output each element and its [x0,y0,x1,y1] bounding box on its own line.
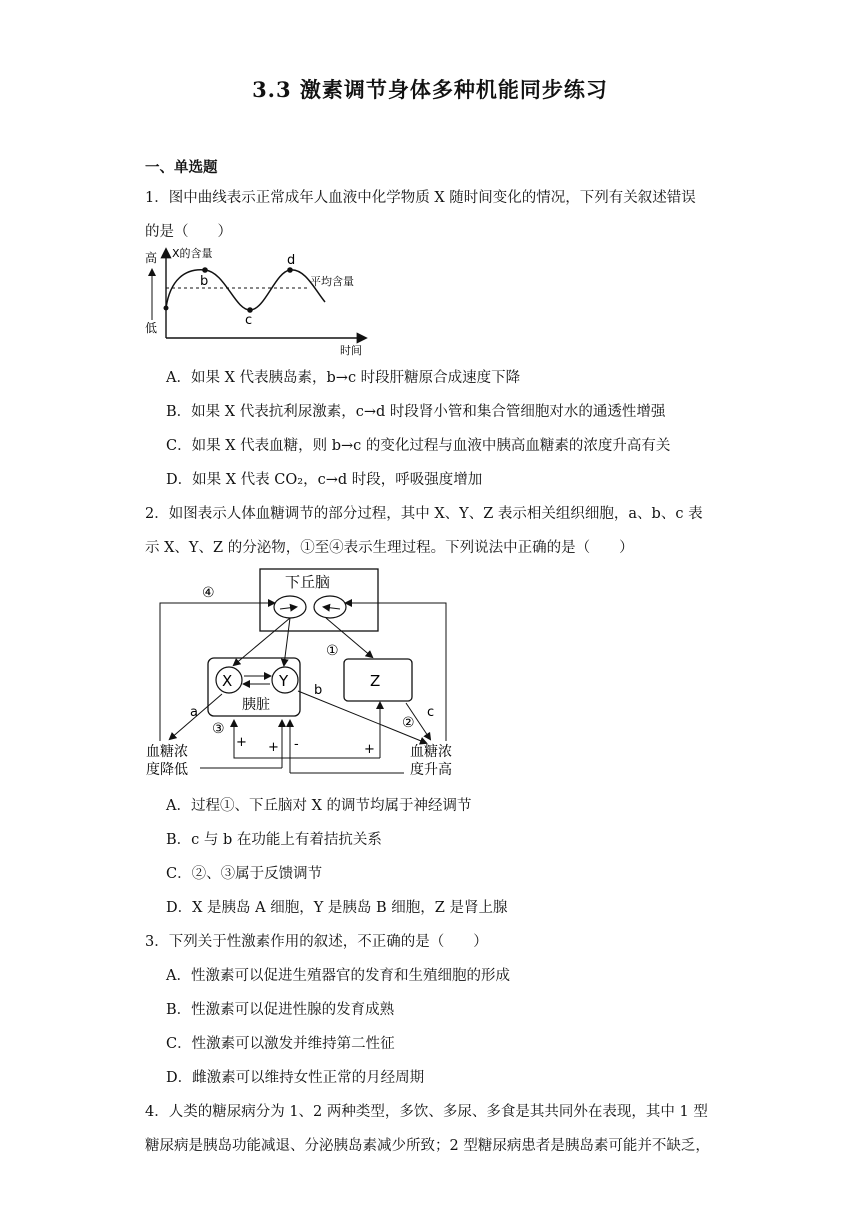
point-b-label: b [200,274,209,289]
q1-stem-line1: 1．图中曲线表示正常成年人血液中化学物质 X 随时间变化的情况，下列有关叙述错误 [145,190,696,206]
secretion-b-label: b [314,683,323,698]
section-heading: 一、单选题 [145,159,218,176]
q3-option-a[interactable]: A．性激素可以促进生殖器官的发育和生殖细胞的形成 [166,968,510,984]
plus-1: + [236,735,247,750]
hypothalamus-label: 下丘脑 [285,573,331,591]
y-axis-label: X的含量 [172,247,213,260]
secretion-a-label: a [190,705,198,720]
glucose-high-line2: 度升高 [410,762,452,778]
point-d-dot [287,267,293,273]
process-4-label: ④ [202,585,215,601]
q2-stem-line2: 示 X、Y、Z 的分泌物，①至④表示生理过程。下列说法中正确的是（ ） [145,540,634,556]
secretion-c-label: c [427,705,435,720]
page-title: 3.3 激素调节身体多种机能同步练习 [252,77,608,102]
minus-1: - [294,737,299,752]
plus-3: + [364,742,375,757]
point-d-label: d [287,253,296,268]
q3-stem: 3．下列关于性激素作用的叙述，不正确的是（ ） [145,934,488,950]
glucose-high-line1: 血糖浓 [410,744,452,760]
q2-option-a[interactable]: A．过程①、下丘脑对 X 的调节均属于神经调节 [166,798,472,814]
q1-option-d[interactable]: D．如果 X 代表 CO₂，c→d 时段，呼吸强度增加 [166,472,483,488]
y-low-label: 低 [145,321,158,335]
q2-regulation-diagram [140,563,470,785]
q3-option-c[interactable]: C．性激素可以激发并维持第二性征 [166,1036,395,1052]
q2-stem-line1: 2．如图表示人体血糖调节的部分过程，其中 X、Y、Z 表示相关组织细胞，a、b、c 表 [145,506,703,522]
x-curve [166,270,325,310]
average-label: 平均含量 [310,275,354,288]
q4-line2: 糖尿病是胰岛功能减退、分泌胰岛素减少所致；2 型糖尿病患者是胰岛素可能并不缺乏， [145,1138,710,1154]
process-2-label: ② [402,715,415,731]
q1-option-c[interactable]: C．如果 X 代表血糖，则 b→c 的变化过程与血液中胰高血糖素的浓度升高有关 [166,438,671,454]
x-label: X [222,672,233,690]
q2-option-c[interactable]: C．②、③属于反馈调节 [166,866,323,882]
point-b-dot [202,267,208,273]
y-high-label: 高 [145,251,158,265]
q2-option-d[interactable]: D．X 是胰岛 A 细胞，Y 是胰岛 B 细胞，Z 是肾上腺 [166,900,508,916]
glucose-low-line2: 度降低 [146,762,188,778]
hypothalamus-left-nucleus [274,596,306,618]
q1-option-a[interactable]: A．如果 X 代表胰岛素，b→c 时段肝糖原合成速度下降 [166,370,521,386]
q1-option-b[interactable]: B．如果 X 代表抗利尿激素，c→d 时段肾小管和集合管细胞对水的通透性增强 [166,404,666,420]
q3-option-b[interactable]: B．性激素可以促进性腺的发育成熟 [166,1002,395,1018]
point-c-label: c [245,313,253,328]
pancreas-label: 胰脏 [242,697,270,713]
start-dot [164,306,169,311]
plus-2: + [268,740,279,755]
q1-stem-line2: 的是（ ） [145,224,232,240]
y-label: Y [279,672,289,690]
z-label: Z [370,672,381,690]
q4-line1: 4．人类的糖尿病分为 1、2 两种类型，多饮、多尿、多食是其共同外在表现，其中 1 型 [145,1104,708,1120]
process-3-label: ③ [212,721,225,737]
q2-option-b[interactable]: B．c 与 b 在功能上有着拮抗关系 [166,832,382,848]
q3-option-d[interactable]: D．雌激素可以维持女性正常的月经周期 [166,1070,425,1086]
point-c-dot [247,307,253,313]
hypothalamus-right-nucleus [314,596,346,618]
process-1-label: ① [326,643,339,659]
glucose-low-line1: 血糖浓 [146,744,188,760]
x-axis-label: 时间 [340,344,362,357]
q1-curve-graph [140,240,380,360]
